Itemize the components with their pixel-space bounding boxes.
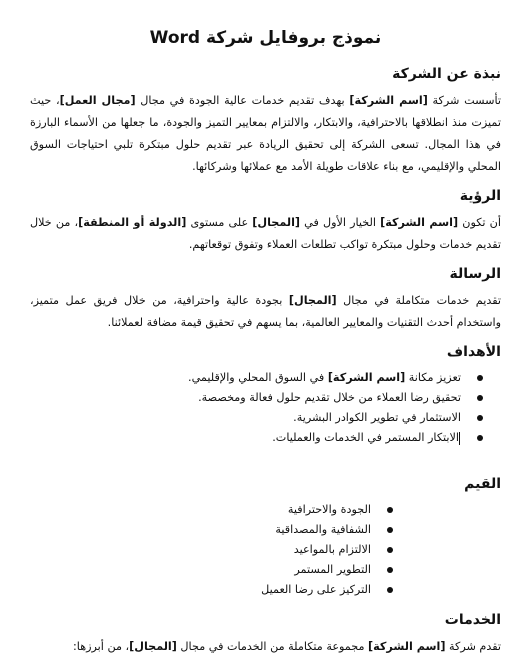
heading-services: الخدمات	[444, 612, 501, 628]
heading-mission: الرسالة	[449, 266, 501, 282]
bullet-icon	[477, 415, 483, 421]
text-run: الابتكار المستمر في الخدمات والعمليات.	[272, 431, 459, 444]
list-item	[30, 500, 371, 520]
section-services	[30, 610, 501, 658]
section-goals	[30, 342, 501, 448]
bullet-icon	[477, 375, 483, 381]
list-item	[30, 560, 371, 580]
text-run: بهدف تقديم خدمات عالية الجودة في مجال	[135, 94, 350, 107]
section-vision	[30, 186, 501, 256]
list-item	[30, 540, 371, 560]
text-cursor[interactable]	[459, 432, 460, 445]
values-list	[30, 500, 501, 600]
text-run: مجموعة متكاملة من الخدمات في مجال	[176, 640, 369, 653]
text-run: على مستوى	[186, 216, 253, 229]
section-values	[30, 474, 501, 600]
text-run: ، من خلال تقديم خدمات وحلول مبتكرة تواكب تطلعات العملاء وتفوق توقعاتهم.	[30, 216, 501, 251]
text-run: الجودة والاحترافية	[287, 503, 371, 516]
bullet-icon	[477, 435, 483, 441]
heading-goals: الأهداف	[446, 344, 501, 360]
bullet-icon	[387, 567, 393, 573]
paragraph-about	[30, 90, 501, 178]
bullet-icon	[387, 527, 393, 533]
bullet-icon	[387, 587, 393, 593]
section-about	[30, 64, 501, 178]
heading-vision: الرؤية	[459, 188, 501, 204]
placeholder-company-name: [اسم الشركة]	[327, 371, 406, 384]
text-run: ، حيث تميزت منذ انطلاقها بالاحترافية، والابتكار، والالتزام بمعايير التميز والجودة، ما جعلها من الأسماء البارزة في هذا المجال. تسعى الشركة إلى تحقيق الريادة عبر تقديم حلول مبتكرة تلبي احتياجات السوق المحلي والإقليمي، مع بناء علاقات طويلة الأمد مع عملائها وشركائها.	[30, 94, 501, 173]
placeholder-field: [المجال]	[288, 294, 337, 307]
bullet-icon	[387, 547, 393, 553]
bullet-icon	[387, 507, 393, 513]
text-run: التطوير المستمر	[294, 563, 371, 576]
paragraph-vision	[30, 212, 501, 256]
list-item	[30, 428, 461, 448]
paragraph-mission	[30, 290, 501, 334]
paragraph-services	[30, 636, 501, 658]
text-run: الالتزام بالمواعيد	[293, 543, 371, 556]
goals-list	[30, 368, 501, 448]
list-item	[30, 388, 461, 408]
placeholder-company-name: [اسم الشركة]	[349, 94, 428, 107]
bullet-icon	[477, 395, 483, 401]
list-item	[30, 368, 461, 388]
text-run: بجودة عالية واحترافية، من خلال فريق عمل متميز، واستخدام أحدث التقنيات والمعايير العالمية، بما يسهم في تحقيق قيمة مضافة لعملائنا.	[30, 294, 501, 329]
text-run: في السوق المحلي والإقليمي.	[188, 371, 328, 384]
text-run: تقدم شركة	[445, 640, 501, 653]
placeholder-company-name: [اسم الشركة]	[368, 640, 446, 653]
placeholder-region: [الدولة أو المنطقة]	[78, 216, 187, 229]
section-mission	[30, 264, 501, 334]
list-item	[30, 580, 371, 600]
text-run: الاستثمار في تطوير الكوادر البشرية.	[293, 411, 461, 424]
heading-about: نبذة عن الشركة	[392, 66, 501, 82]
text-run: تأسست شركة	[427, 94, 501, 107]
list-item	[30, 520, 371, 540]
text-run: تحقيق رضا العملاء من خلال تقديم حلول فعالة ومخصصة.	[198, 391, 461, 404]
text-run: تقديم خدمات متكاملة في مجال	[336, 294, 501, 307]
text-run: الشفافية والمصداقية	[275, 523, 371, 536]
text-run: التركيز على رضا العميل	[261, 583, 371, 596]
placeholder-field: [مجال العمل]	[59, 94, 136, 107]
spacer	[30, 458, 501, 466]
text-run: أن تكون	[458, 216, 501, 229]
placeholder-company-name: [اسم الشركة]	[380, 216, 459, 229]
text-run: تعزيز مكانة	[405, 371, 461, 384]
document-title: نموذج بروفايل شركة Word	[149, 28, 382, 48]
placeholder-field: [المجال]	[129, 640, 177, 653]
placeholder-field: [المجال]	[252, 216, 301, 229]
heading-values: القيم	[464, 476, 501, 492]
text-run: الخيار الأول في	[300, 216, 381, 229]
list-item	[30, 408, 461, 428]
text-run: ، من أبرزها:	[73, 640, 130, 653]
